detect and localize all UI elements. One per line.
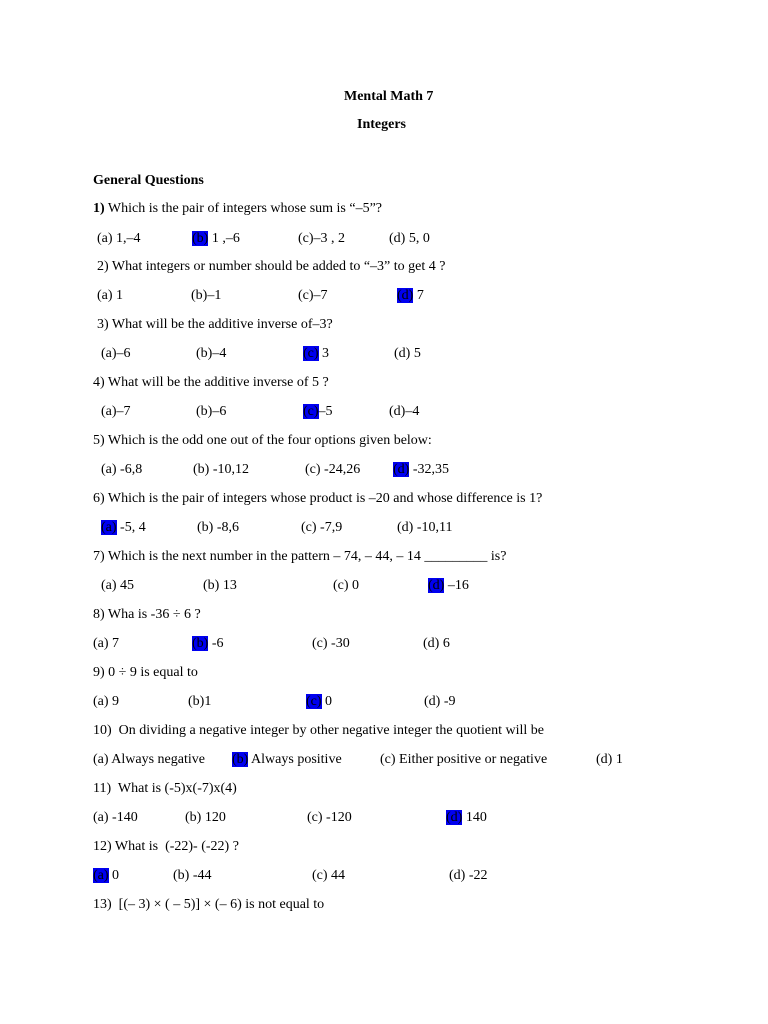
option-d <box>393 461 449 479</box>
option-b: (b)–1 <box>191 288 222 303</box>
option-c: (c) -120 <box>307 810 352 825</box>
option-a <box>93 867 119 885</box>
question-5: 5) Which is the odd one out of the four options given below: <box>93 433 432 448</box>
question-13: 13) [(– 3) × ( – 5)] × (– 6) is not equal to <box>93 897 325 912</box>
option-b <box>192 635 224 653</box>
option-d <box>446 809 487 827</box>
option-c: (c) -24,26 <box>305 462 361 477</box>
option-a: (a) 1,–4 <box>97 231 141 246</box>
option-a: (a)–7 <box>101 404 131 419</box>
option-text: 3 <box>318 346 330 361</box>
option-a: (a) 9 <box>93 694 120 709</box>
answer-highlight: (d) <box>397 288 414 303</box>
option-b: (b) 120 <box>185 810 226 825</box>
option-c: (c)–3 , 2 <box>298 231 346 246</box>
answer-highlight: (c) <box>303 346 319 361</box>
question-1 <box>93 200 382 218</box>
option-text: -5, 4 <box>116 520 146 535</box>
option-d: (d) -9 <box>424 694 456 709</box>
option-c <box>303 403 333 421</box>
option-a <box>101 519 146 537</box>
option-c: (c)–7 <box>298 288 328 303</box>
option-b: (b) -8,6 <box>197 520 239 535</box>
option-d: (d) 5 <box>394 346 421 361</box>
question-6: 6) Which is the pair of integers whose product is –20 and whose difference is 1? <box>93 491 543 506</box>
option-c <box>303 345 329 363</box>
option-d: (d) -10,11 <box>397 520 453 535</box>
option-a: (a)–6 <box>101 346 131 361</box>
option-a: (a) 7 <box>93 636 120 651</box>
option-a: (a) -140 <box>93 810 138 825</box>
option-a: (a) Always negative <box>93 752 205 767</box>
option-text: 1 ,–6 <box>208 231 240 246</box>
answer-highlight: (b) <box>192 231 209 246</box>
option-c <box>306 693 332 711</box>
answer-highlight: (b) <box>192 636 209 651</box>
option-c: (c) 44 <box>312 868 346 883</box>
question-11: 11) What is (-5)x(-7)x(4) <box>93 781 237 796</box>
answer-highlight: (d) <box>428 578 445 593</box>
option-b: (b) 13 <box>203 578 237 593</box>
option-b: (b)–4 <box>196 346 227 361</box>
option-a: (a) 1 <box>97 288 124 303</box>
option-a: (a) 45 <box>101 578 135 593</box>
question-3: 3) What will be the additive inverse of–3? <box>97 317 333 332</box>
option-b: (b)–6 <box>196 404 227 419</box>
option-text: 7 <box>413 288 424 303</box>
answer-highlight: (d) <box>446 810 463 825</box>
page-title: Mental Math 7 <box>344 89 434 104</box>
option-d: (d) 5, 0 <box>389 231 430 246</box>
option-text: Always positive <box>248 752 342 767</box>
option-d <box>428 577 469 595</box>
option-b <box>192 230 240 248</box>
option-text: -6 <box>208 636 224 651</box>
page-subtitle: Integers <box>357 117 406 132</box>
option-d <box>397 287 424 305</box>
answer-highlight: (a) <box>93 868 109 883</box>
option-c: (c) Either positive or negative <box>380 752 548 767</box>
question-4: 4) What will be the additive inverse of 5 ? <box>93 375 329 390</box>
answer-highlight: (c) <box>306 694 322 709</box>
question-7: 7) Which is the next number in the pattern – 74, – 44, – 14 _________ is? <box>93 549 507 564</box>
question-number: 1) <box>93 201 105 216</box>
question-8: 8) Wha is -36 ÷ 6 ? <box>93 607 201 622</box>
option-text: 140 <box>462 810 487 825</box>
option-a: (a) -6,8 <box>101 462 143 477</box>
option-c: (c) -30 <box>312 636 350 651</box>
question-10: 10) On dividing a negative integer by other negative integer the quotient will be <box>93 723 544 738</box>
answer-highlight: (c) <box>303 404 319 419</box>
option-b: (b) -44 <box>173 868 212 883</box>
option-c: (c) -7,9 <box>301 520 343 535</box>
option-text: 0 <box>321 694 333 709</box>
option-text: –16 <box>444 578 469 593</box>
option-d: (d) 1 <box>596 752 623 767</box>
option-b: (b) -10,12 <box>193 462 249 477</box>
section-heading: General Questions <box>93 173 204 188</box>
option-b <box>232 751 342 769</box>
question-2: 2) What integers or number should be added to “–3” to get 4 ? <box>97 259 446 274</box>
option-text: –5 <box>318 404 333 419</box>
option-c: (c) 0 <box>333 578 360 593</box>
answer-highlight: (d) <box>393 462 410 477</box>
option-d: (d)–4 <box>389 404 420 419</box>
answer-highlight: (a) <box>101 520 117 535</box>
option-text: 0 <box>108 868 120 883</box>
question-12: 12) What is (-22)- (-22) ? <box>93 839 239 854</box>
option-b: (b)1 <box>188 694 212 709</box>
option-text: -32,35 <box>409 462 449 477</box>
question-9: 9) 0 ÷ 9 is equal to <box>93 665 198 680</box>
question-text: Which is the pair of integers whose sum is “–5”? <box>107 201 383 216</box>
option-d: (d) 6 <box>423 636 450 651</box>
option-d: (d) -22 <box>449 868 488 883</box>
answer-highlight: (b) <box>232 752 249 767</box>
